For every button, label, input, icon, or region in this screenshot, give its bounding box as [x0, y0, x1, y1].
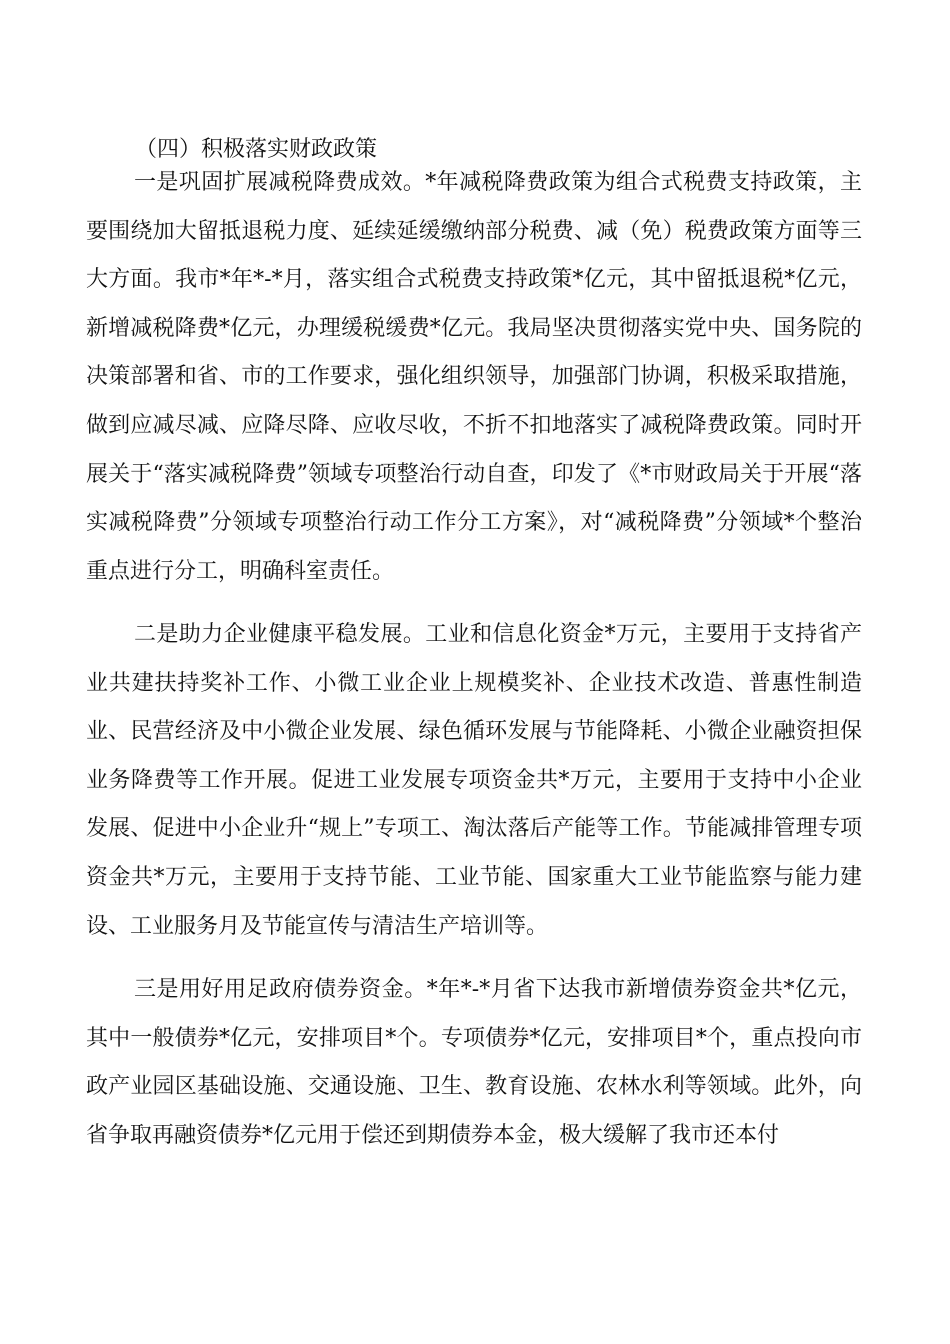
paragraph-government-bonds: 三是用好用足政府债券资金。*年*-*月省下达我市新增债券资金共*亿元，其中一般债券*亿元，安排项目*个。专项债券*亿元，安排项目*个，重点投向市政产业园区基础设施、交通设施、卫生、教育设施、农林水利等领域。此外，向省争取再融资债券*亿元用于偿还到期债券本金，极大缓解了我市还本付 — [86, 977, 862, 1148]
paragraph-enterprise-development: 二是助力企业健康平稳发展。工业和信息化资金*万元，主要用于支持省产业共建扶持奖补工作、小微工业企业上规模奖补、企业技术改造、普惠性制造业、民营经济及中小微企业发展、绿色循环发展与节能降耗、小微企业融资担保业务降费等工作开展。促进工业发展专项资金共*万元，主要用于支持中小企业发展、促进中小企业升“规上”专项工、淘汰落后产能等工作。节能减排管理专项资金共*万元，主要用于支持节能、工业节能、国家重大工业节能监察与能力建设、工业服务月及节能宣传与清洁生产培训等。 — [86, 622, 862, 939]
paragraph-tax-reduction: 一是巩固扩展减税降费成效。*年减税降费政策为组合式税费支持政策，主要围绕加大留抵退税力度、延续延缓缴纳部分税费、减（免）税费政策方面等三大方面。我市*年*-*月，落实组合式税费支持政策*亿元，其中留抵退税*亿元，新增减税降费*亿元，办理缓税缓费*亿元。我局坚决贯彻落实党中央、国务院的决策部署和省、市的工作要求，强化组织领导，加强部门协调，积极采取措施，做到应减尽减、应降尽降、应收尽收，不折不扣地落实了减税降费政策。同时开展关于“落实减税降费”领域专项整治行动自查，印发了《*市财政局关于开展“落实减税降费”分领域专项整治行动工作分工方案》，对“减税降费”分领域*个整治重点进行分工，明确科室责任。 — [86, 170, 862, 584]
section-heading: （四）积极落实财政政策 — [135, 137, 378, 162]
